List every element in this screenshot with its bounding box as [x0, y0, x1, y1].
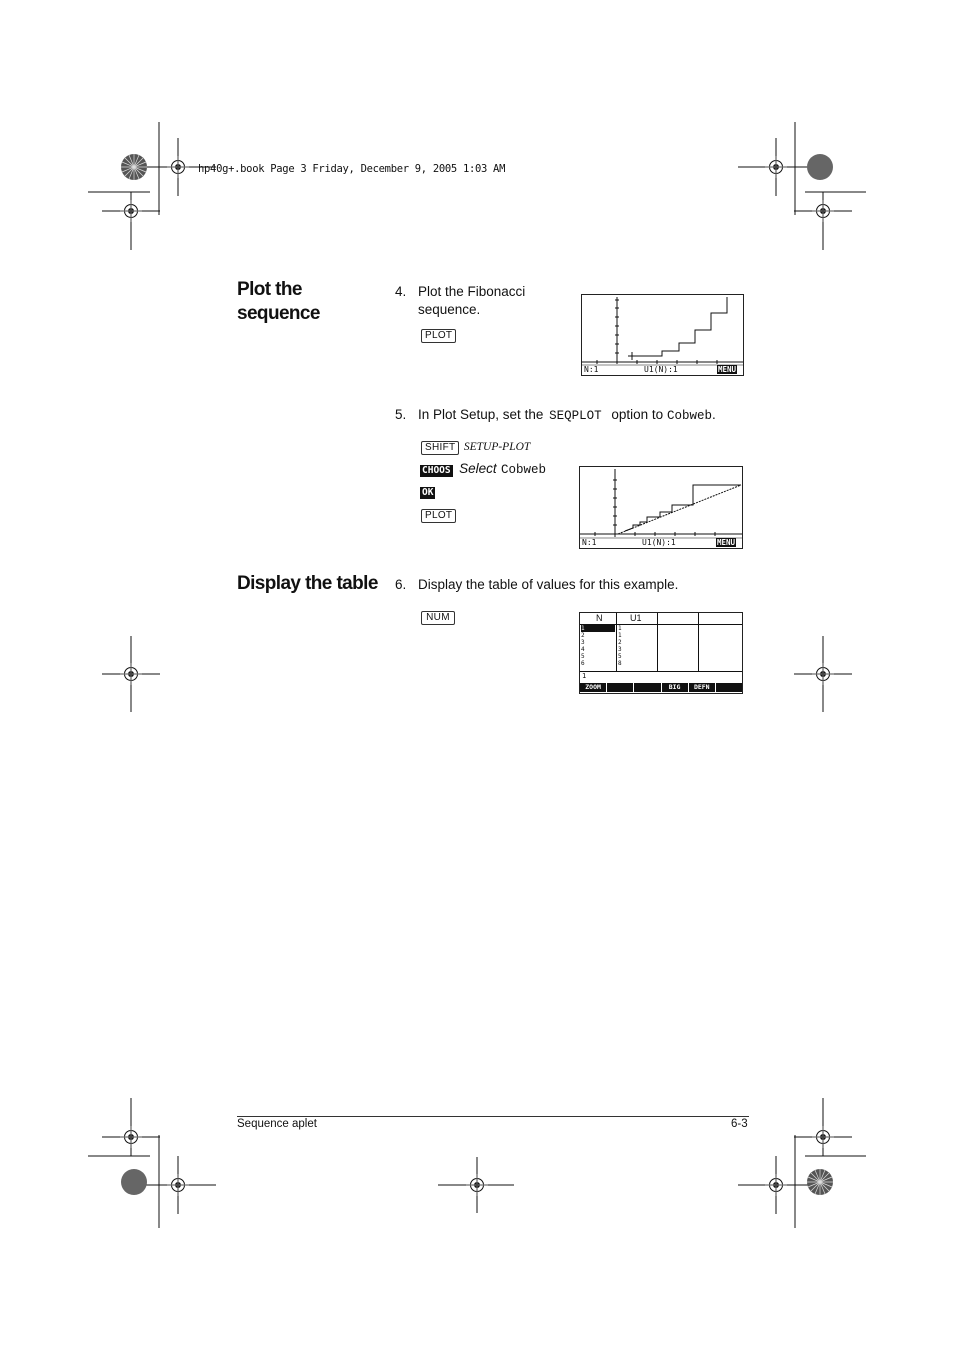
step-6-text: Display the table of values for this example.: [418, 577, 679, 592]
setup-plot-label: SETUP-PLOT: [463, 441, 531, 453]
plot-key: PLOT: [421, 329, 456, 343]
table-cell-n: 2: [581, 632, 585, 639]
cobweb-plot: [580, 467, 742, 548]
plot-key: PLOT: [421, 509, 456, 523]
section-heading-table: Display the table: [237, 573, 378, 594]
n-column: [581, 625, 585, 667]
table-softkey: [716, 683, 742, 692]
staircase-plot: [582, 295, 743, 375]
status-u1: U1(N):1: [644, 365, 678, 374]
heading-line: sequence: [237, 303, 320, 324]
step-4-number: 4.: [395, 284, 407, 299]
table-cell-u1: 1: [618, 632, 622, 639]
table-cell-n: 4: [581, 646, 585, 653]
table-cell-n: 3: [581, 639, 585, 646]
step-text: .: [711, 407, 716, 422]
diagonal-line: [618, 485, 741, 534]
step-5-text: [418, 406, 716, 425]
choos-softkey: CHOOS: [422, 465, 451, 476]
step-4-text: [418, 283, 568, 319]
footer-rule: [237, 1116, 749, 1117]
select-value: Cobweb: [501, 463, 547, 477]
table-screen: [579, 612, 743, 694]
step-text-line: sequence.: [418, 302, 481, 317]
table-softkey-bar: [580, 683, 742, 692]
num-key: NUM: [421, 611, 455, 625]
staircase-plot-screen: [581, 294, 744, 376]
status-u1: U1(N):1: [642, 538, 676, 547]
heading-line: Plot the: [237, 279, 302, 300]
u1-column: [618, 625, 622, 667]
table-cell-n: 6: [581, 660, 585, 667]
staircase-line: [630, 297, 727, 356]
column-header-u1: U1: [630, 613, 642, 623]
page-number: 6-3: [731, 1118, 748, 1130]
print-slug: hp40g+.book Page 3 Friday, December 9, 2005 1:03 AM: [198, 163, 506, 175]
table-softkey: [607, 683, 633, 692]
table-cell-n: 1: [581, 625, 585, 632]
edit-line-value: 1: [582, 672, 587, 680]
cobweb-plot-screen: [579, 466, 743, 549]
footer-title: Sequence aplet: [237, 1118, 317, 1130]
table-cell-u1: 3: [618, 646, 622, 653]
table-header: [580, 613, 742, 625]
table-softkey: BIG: [662, 683, 688, 692]
table-softkey: DEFN: [689, 683, 715, 692]
shift-key: SHIFT: [421, 441, 459, 455]
column-header-n: N: [596, 613, 603, 623]
step-text: option to: [611, 407, 664, 422]
ok-softkey: OK: [422, 487, 434, 498]
table-softkey: [634, 683, 660, 692]
table-cell-n: 5: [581, 653, 585, 660]
cobweb-value: Cobweb: [666, 409, 712, 423]
step-text: In Plot Setup, set the: [418, 407, 544, 422]
step-text-line: Plot the Fibonacci: [418, 284, 526, 299]
section-heading-plot: [237, 278, 377, 326]
seqplot-option: SEQPLOT: [549, 409, 602, 423]
table-softkey: ZOOM: [580, 683, 606, 692]
menu-softkey: MENU: [717, 538, 736, 547]
step-5-number: 5.: [395, 407, 407, 422]
table-cell-u1: 8: [618, 660, 622, 667]
status-n: N:1: [584, 365, 599, 374]
menu-softkey: MENU: [718, 365, 737, 374]
table-cell-u1: 2: [618, 639, 622, 646]
status-n: N:1: [582, 538, 597, 547]
table-cell-u1: 1: [618, 625, 622, 632]
step-6-number: 6.: [395, 577, 407, 592]
table-cell-u1: 5: [618, 653, 622, 660]
select-word: Select: [459, 461, 497, 476]
